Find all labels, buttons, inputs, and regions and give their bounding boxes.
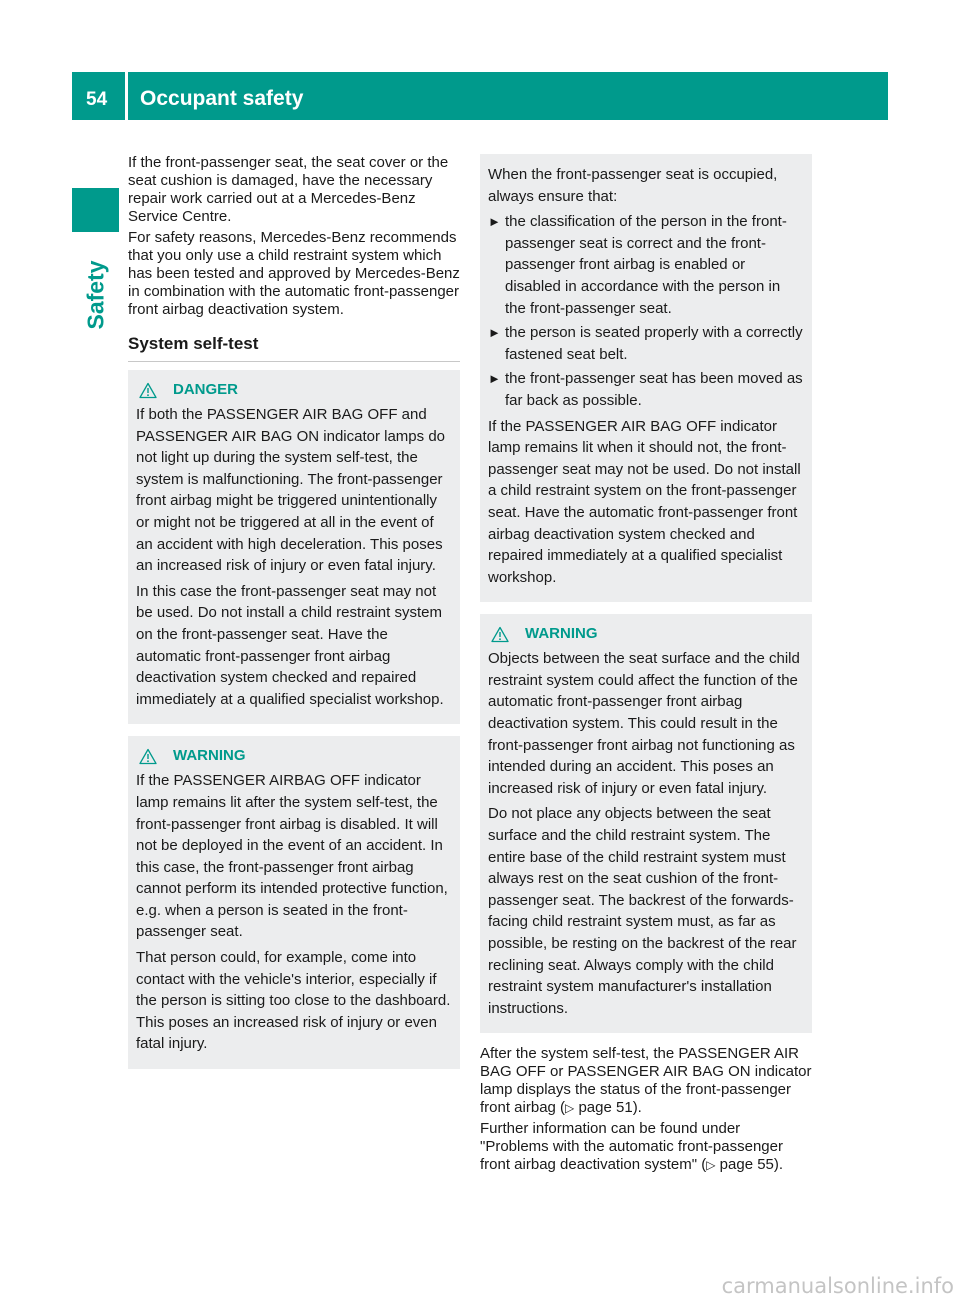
section-title: Occupant safety [140,87,304,110]
list-item [488,211,804,319]
outro-text: Further information can be found under "Problems with the automatic front-passenger front airbag deactivation system" ( [480,1120,783,1174]
outro-text-end: ). [773,1156,784,1174]
warning-triangle-icon [139,748,157,765]
warning-paragraph: Do not place any objects between the seat surface and the child restraint system. The entire base of the child restraint system must always rest on the seat cushion of the front-passenger seat. The backrest of the forwards-facing child restraint system must, as far as possible, be resting on the backrest of the rear reclining seat. Always comply with the child restraint system manufacturer's installation instructions. [488,805,797,1017]
info-lead: When the front-passenger seat is occupied, always ensure that: [488,166,778,205]
outro-paragraph [480,1120,812,1174]
side-tab-block [72,188,119,232]
danger-title-text: DANGER [173,381,239,398]
list-item [488,368,804,411]
page-ref-arrow-icon: ▷ [706,1158,716,1173]
intro-paragraph: If the front-passenger seat, the seat cover or the seat cushion is damaged, have the necessary repair work carried out at a Mercedes-Benz Service Centre. [128,154,449,225]
danger-box [128,370,460,724]
list-item-text: the front-passenger seat has been moved as far back as possible. [505,370,803,409]
list-item-text: the person is seated properly with a correctly fastened seat belt. [505,324,803,363]
outro-text: After the system self-test, the PASSENGER AIR BAG OFF or PASSENGER AIR BAG ON indicator lamp displays the status of the front-passenger front airbag ( [480,1045,812,1117]
danger-paragraph: In this case the front-passenger seat may not be used. Do not install a child restraint system on the front-passenger seat. Have the automatic front-passenger front airbag deactivation system checked and repaired immediately at a qualified specialist workshop. [136,582,444,708]
page-ref-arrow-icon: ▷ [565,1101,575,1116]
side-tab-label-text: Safety [82,260,109,330]
section-heading: System self-test [128,333,460,362]
warning-title [136,746,452,766]
warning-title-text: WARNING [525,625,598,643]
bullet-icon: ► [488,214,501,230]
warning-title-text: WARNING [173,747,246,765]
danger-title [136,380,452,400]
watermark: carmanualsonline.info [721,1274,954,1298]
warning-paragraph: Objects between the seat surface and the child restraint system could affect the function of the automatic front-passenger front airbag deactivation system. This could result in the front-passenger front airbag not functioning as intended during an accident. This poses an increased risk of injury or even fatal injury. [488,650,800,797]
side-tab-label [66,250,126,340]
warning-title [488,624,804,644]
list-item [488,322,804,365]
page-ref-link[interactable]: page 55 [719,1156,774,1174]
header-divider [125,72,128,120]
warning-box [480,614,812,1033]
page-ref-link[interactable]: page 51 [578,1099,633,1117]
page-number: 54 [86,89,108,110]
warning-paragraph: That person could, for example, come into contact with the vehicle's interior, especially if the person is sitting too close to the dashboard. This poses an increased risk of injury or even fatal injury. [136,949,451,1053]
warning-triangle-icon [491,626,509,643]
info-bullet-list [488,211,804,411]
left-column [128,154,460,1081]
bullet-icon: ► [488,371,501,387]
outro-paragraph [480,1045,812,1117]
intro-paragraph: For safety reasons, Mercedes-Benz recommends that you only use a child restraint system which has been tested and approved by Mercedes-Benz in combination with the automatic front-passenger front airbag deactivation system. [128,229,460,318]
danger-paragraph: If both the PASSENGER AIR BAG OFF and PASSENGER AIR BAG ON indicator lamps do not light up during the system self-test, the system is malfunctioning. The front-passenger front airbag might be triggered unintentionally or might not be triggered at all in the event of an accident with high deceleration. This poses an increased risk of injury or even fatal injury. [136,406,446,575]
warning-triangle-icon [139,382,157,399]
info-box [480,154,812,602]
list-item-text: the classification of the person in the front-passenger seat is correct and the front-passenger front airbag is enabled or disabled in accordance with the person in the front-passenger seat. [505,213,787,317]
bullet-icon: ► [488,325,501,341]
info-after: If the PASSENGER AIR BAG OFF indicator lamp remains lit when it should not, the front-passenger seat may not be used. Do not install a child restraint system on the front-passenger seat. Have the automatic front-passenger front airbag deactivation system checked and repaired immediately at a qualified specialist workshop. [488,417,801,586]
warning-box [128,736,460,1069]
warning-paragraph: If the PASSENGER AIRBAG OFF indicator lamp remains lit after the system self-test, the front-passenger front airbag is disabled. It will not be deployed in the event of an accident. In this case, the front-passenger front airbag cannot perform its intended protective function, e.g. when a person is seated in the front-passenger seat. [136,772,448,941]
outro-text-end: ). [632,1099,642,1117]
right-column [480,154,812,1177]
